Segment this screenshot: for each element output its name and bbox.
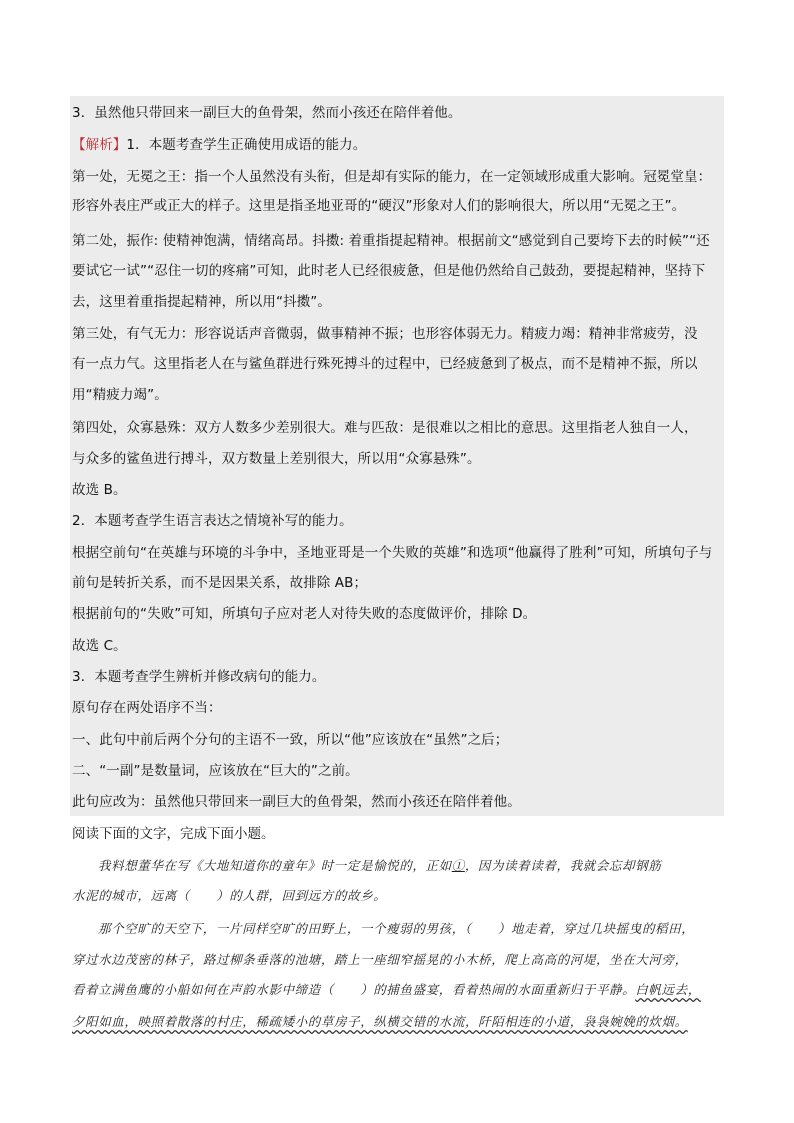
answer-line: 去，这里着重指提起精神，所以用“抖擞”。 xyxy=(72,294,331,310)
passage-text: 我料想董华在写《大地知道你的童年》时一定是愉悦的，正如 xyxy=(98,858,452,873)
passage-line xyxy=(72,1012,732,1030)
passage-line: 水泥的城市，远离（ ）的人群，回到远方的故乡。 xyxy=(72,888,387,903)
answer-line: 故选 C。 xyxy=(72,638,127,654)
answer-line: 第四处，众寡悬殊：双方人数多少差别很大。难与匹敌：是很难以之相比的意思。这里指老人独自一人， xyxy=(72,420,698,436)
passage-line: 那个空旷的天空下，一片同样空旷的田野上，一个瘦弱的男孩，（ ）地走着，穿过几块摇曳的稻田， xyxy=(98,921,695,936)
answer-line: 第一处，无冕之王：指一个人虽然没有头衔，但是却有实际的能力，在一定领域形成重大影响。冠冕堂皇： xyxy=(72,169,712,185)
answer-line: 形容外表庄严或正大的样子。这里是指圣地亚哥的“硬汉”形象对人们的影响很大，所以用“无冕之王”。 xyxy=(72,198,686,214)
passage-line: 穿过水边茂密的林子，路过柳条垂落的池塘，踏上一座细窄摇晃的小木桥，爬上高高的河堤，坐在大河旁， xyxy=(72,952,688,967)
reading-instruction: 阅读下面的文字，完成下面小题。 xyxy=(72,826,275,842)
analysis-tag: 【解析】 xyxy=(72,137,127,153)
analysis-text: 1．本题考查学生正确使用成语的能力。 xyxy=(126,137,367,153)
answer-line: 3．本题考查学生辨析并修改病句的能力。 xyxy=(72,669,326,685)
answer-line: 2．本题考查学生语言表达之情境补写的能力。 xyxy=(72,513,353,529)
answer-line: 二、“一副”是数量词，应该放在“巨大的”之前。 xyxy=(72,763,359,779)
wavy-underlined-text: 白帆远去， xyxy=(635,982,701,997)
answer-line: 有一点力气。这里指老人在与鲨鱼群进行殊死搏斗的过程中，已经疲惫到了极点，而不是精神不振，所以 xyxy=(72,356,698,372)
answer-line: 此句应改为：虽然他只带回来一副巨大的鱼骨架，然而小孩还在陪伴着他。 xyxy=(72,794,521,810)
wavy-underlined-text: 夕阳如血，映照着散落的村庄，稀疏矮小的草房子，纵横交错的水流，阡陌相连的小道，袅袅婉娩的炊烟。 xyxy=(72,1014,688,1029)
blank-1: ① xyxy=(451,858,465,873)
passage-text: 看着立满鱼鹰的小船如何在声韵水影中缔造（ ）的捕鱼盛宴，看着热闹的水面重新归于平静。 xyxy=(72,982,636,997)
analysis-line xyxy=(72,133,724,153)
answer-line: 一、此句中前后两个分句的主语不一致，所以“他”应该放在“虽然”之后； xyxy=(72,732,509,748)
answer-line: 要试它一试”“忍住一切的疼痛”可知，此时老人已经很疲惫，但是他仍然给自己鼓劲，要提起精神，坚持下 xyxy=(72,263,706,279)
answer-line: 与众多的鲨鱼进行搏斗，双方数量上差别很大，所以用“众寡悬殊”。 xyxy=(72,451,481,467)
answer-line: 根据空前句“在英雄与环境的斗争中，圣地亚哥是一个失败的英雄”和选项“他赢得了胜利”可知，所填句子与 xyxy=(72,545,713,561)
answer-line: 前句是转折关系，而不是因果关系，故排除 AB； xyxy=(72,575,368,591)
answer-line: 第三处，有气无力：形容说话声音微弱，做事精神不振；也形容体弱无力。精疲力竭：精神非常疲劳，没 xyxy=(72,326,698,342)
answer-line: 用“精疲力竭”。 xyxy=(72,387,168,403)
answer-line: 3．虽然他只带回来一副巨大的鱼骨架，然而小孩还在陪伴着他。 xyxy=(72,105,462,121)
answer-line: 第二处，振作: 使精神饱满，情绪高昂。抖擞: 着重指提起精神。根据前文“感觉到自己要垮下去的时候”“还 xyxy=(72,233,710,249)
answer-line: 原句存在两处语序不当： xyxy=(72,700,222,716)
passage-line xyxy=(98,856,758,874)
answer-line: 故选 B。 xyxy=(72,482,127,498)
passage-text: ，因为读着读着，我就会忘却钢筋 xyxy=(464,858,662,873)
answer-line: 根据前句的“失败”可知，所填句子应对老人对待失败的态度做评价，排除 D。 xyxy=(72,606,537,622)
passage-line xyxy=(72,980,732,998)
